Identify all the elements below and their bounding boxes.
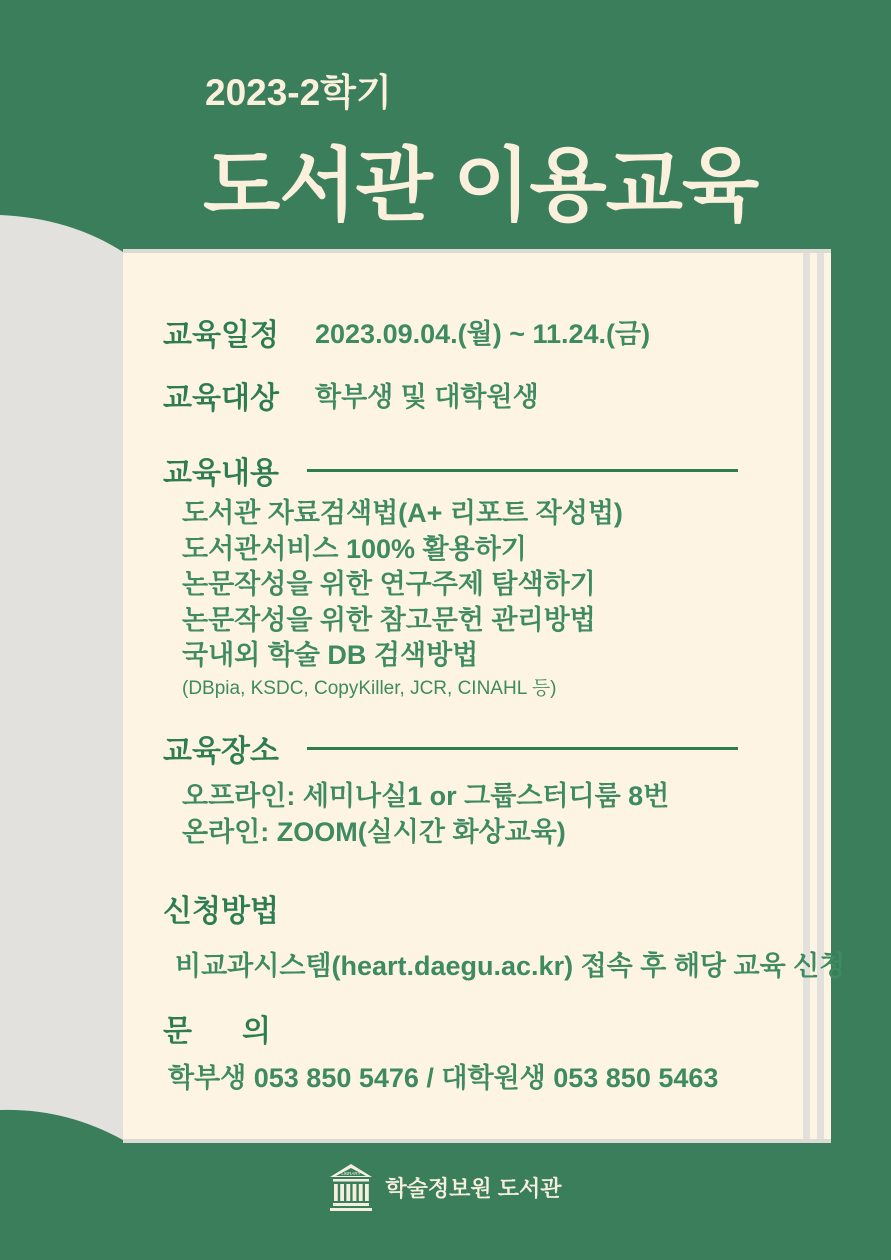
list-item: 논문작성을 위한 참고문헌 관리방법 xyxy=(182,604,596,635)
poster-page xyxy=(123,249,846,1143)
contact-phone-numbers: 학부생 053 850 5476 / 대학원생 053 850 5463 xyxy=(168,1063,719,1093)
schedule-value: 2023.09.04.(월) ~ 11.24.(금) xyxy=(315,319,651,349)
contents-section-label: 교육내용 xyxy=(163,457,279,490)
place-section-label: 교육장소 xyxy=(163,735,279,768)
library-building-icon xyxy=(329,1163,373,1211)
schedule-row xyxy=(123,310,831,352)
list-item: 도서관서비스 100% 활용하기 xyxy=(182,533,527,564)
poster-title: 도서관 이용교육 xyxy=(203,141,759,230)
list-item: 온라인: ZOOM(실시간 화상교육) xyxy=(182,816,566,847)
contents-section-header xyxy=(163,453,738,490)
apply-section-label: 신청방법 xyxy=(163,895,279,928)
list-item: 도서관 자료검색법(A+ 리포트 작성법) xyxy=(182,498,623,528)
place-item-list xyxy=(182,779,669,850)
place-section-header xyxy=(163,731,738,768)
apply-instruction-text: 비교과시스템(heart.daegu.ac.kr) 접속 후 해당 교육 신청 xyxy=(175,951,846,981)
contents-item-list xyxy=(182,496,623,702)
footer xyxy=(0,1162,891,1212)
organization-name: 학술정보원 도서관 xyxy=(385,1175,562,1201)
schedule-label: 교육일정 xyxy=(163,319,279,352)
database-examples-note: (DBpia, KSDC, CopyKiller, JCR, CINAHL 등) xyxy=(182,677,557,699)
semester-heading: 2023-2학기 xyxy=(205,72,392,113)
list-item: 국내외 학술 DB 검색방법 xyxy=(182,640,479,670)
list-item: 논문작성을 위한 연구주제 탐색하기 xyxy=(182,569,596,599)
audience-label: 교육대상 xyxy=(163,382,279,415)
audience-row xyxy=(123,373,831,415)
section-divider-line xyxy=(307,469,738,472)
list-item: 오프라인: 세미나실1 or 그룹스터디룸 8번 xyxy=(182,781,670,811)
contact-section-label: 문 의 xyxy=(163,1015,271,1048)
audience-value: 학부생 및 대학원생 xyxy=(315,382,539,412)
section-divider-line xyxy=(307,747,738,750)
library-roof-text: LIBRARY xyxy=(341,1171,362,1176)
